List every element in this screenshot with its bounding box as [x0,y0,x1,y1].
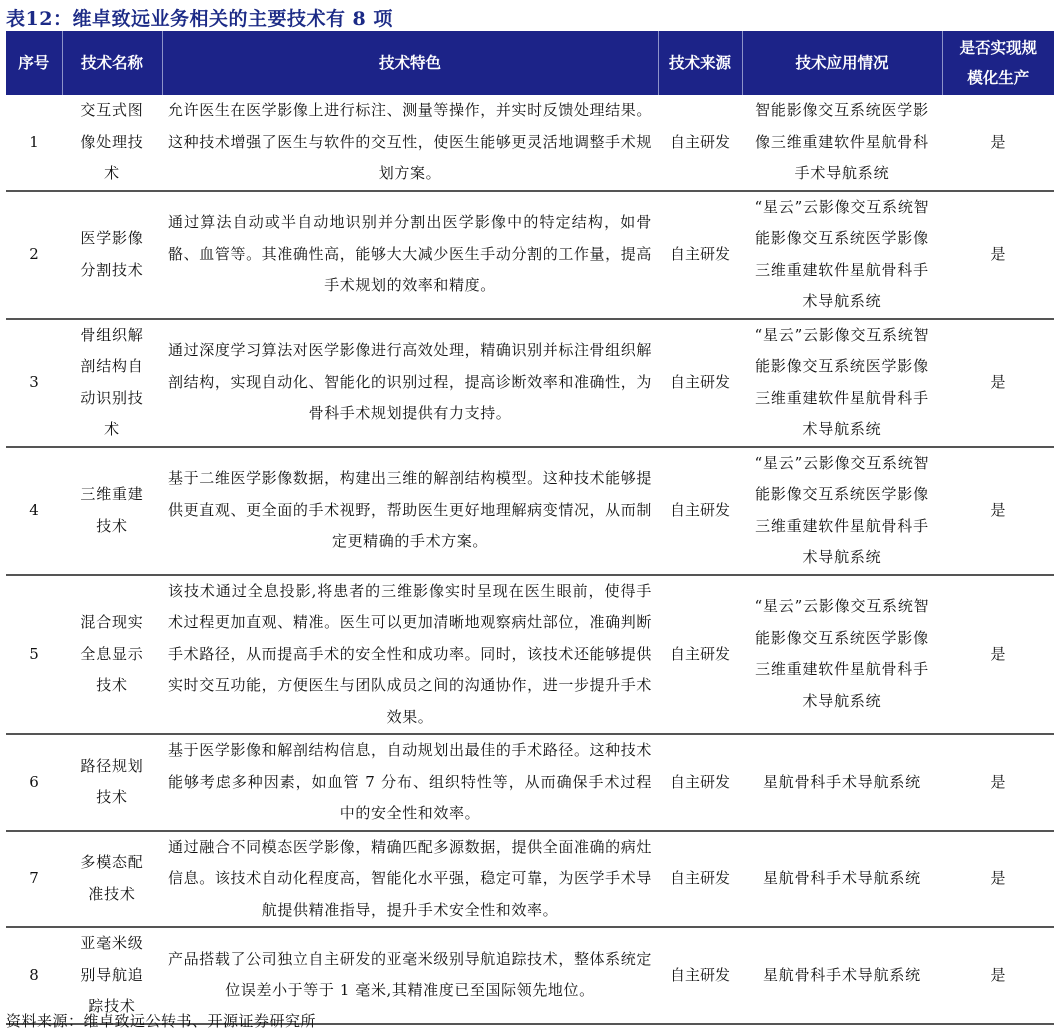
tech-application: “星云”云影像交互系统智能影像交互系统医学影像三维重建软件星航骨科手术导航系统 [742,319,942,447]
header-desc: 技术特色 [162,31,658,95]
mass-production: 是 [942,191,1054,319]
tech-description: 基于医学影像和解剖结构信息，自动规划出最佳的手术路径。这种技术能够考虑多种因素，如血管 7 分布、组织特性等，从而确保手术过程中的安全性和效率。 [162,734,658,831]
row-number: 8 [6,927,62,1024]
mass-production: 是 [942,927,1054,1024]
header-row [6,31,1054,95]
mass-production: 是 [942,831,1054,928]
table-row [6,319,1054,447]
table-row [6,575,1054,735]
table-row [6,734,1054,831]
header-app: 技术应用情况 [742,31,942,95]
tech-source: 自主研发 [658,927,742,1024]
tech-description: 通过算法自动或半自动地识别并分割出医学影像中的特定结构，如骨骼、血管等。其准确性高，能够大大减少医生手动分割的工作量，提高手术规划的效率和精度。 [162,191,658,319]
tech-name: 骨组织解剖结构自动识别技术 [62,319,162,447]
table-row [6,191,1054,319]
header-source: 技术来源 [658,31,742,95]
row-number: 7 [6,831,62,928]
tech-source: 自主研发 [658,191,742,319]
row-number: 4 [6,447,62,575]
tech-name: 多模态配准技术 [62,831,162,928]
row-number: 2 [6,191,62,319]
tech-name: 亚毫米级别导航追踪技术 [62,927,162,1024]
tech-name: 医学影像分割技术 [62,191,162,319]
table-row [6,831,1054,928]
mass-production: 是 [942,95,1054,191]
tech-source: 自主研发 [658,734,742,831]
tech-application: 星航骨科手术导航系统 [742,831,942,928]
header-mass: 是否实现规模化生产 [942,31,1054,95]
header-name: 技术名称 [62,31,162,95]
row-number: 6 [6,734,62,831]
row-number: 5 [6,575,62,735]
tech-description: 产品搭载了公司独立自主研发的亚毫米级别导航追踪技术，整体系统定位误差小于等于 1 毫米,其精准度已至国际领先地位。 [162,927,658,1024]
tech-name: 交互式图像处理技术 [62,95,162,191]
tech-description: 通过融合不同模态医学影像，精确匹配多源数据，提供全面准确的病灶信息。该技术自动化程度高，智能化水平强，稳定可靠，为医学手术导航提供精准指导，提升手术安全性和效率。 [162,831,658,928]
header-no: 序号 [6,31,62,95]
tech-name: 三维重建技术 [62,447,162,575]
mass-production: 是 [942,734,1054,831]
tech-description: 允许医生在医学影像上进行标注、测量等操作，并实时反馈处理结果。这种技术增强了医生与软件的交互性，使医生能够更灵活地调整手术规划方案。 [162,95,658,191]
tech-description: 通过深度学习算法对医学影像进行高效处理，精确识别并标注骨组织解剖结构，实现自动化、智能化的识别过程，提高诊断效率和准确性，为骨科手术规划提供有力支持。 [162,319,658,447]
tech-source: 自主研发 [658,831,742,928]
mass-production: 是 [942,447,1054,575]
mass-production: 是 [942,575,1054,735]
row-number: 1 [6,95,62,191]
row-number: 3 [6,319,62,447]
tech-application: 智能影像交互系统医学影像三维重建软件星航骨科手术导航系统 [742,95,942,191]
tech-source: 自主研发 [658,319,742,447]
source-note: 资料来源：维卓致远公转书、开源证券研究所 [6,1012,317,1030]
tech-table [6,31,1054,1025]
table-row [6,95,1054,191]
tech-source: 自主研发 [658,95,742,191]
table-row [6,447,1054,575]
tech-source: 自主研发 [658,575,742,735]
tech-application: “星云”云影像交互系统智能影像交互系统医学影像三维重建软件星航骨科手术导航系统 [742,447,942,575]
tech-description: 基于二维医学影像数据，构建出三维的解剖结构模型。这种技术能够提供更直观、更全面的手术视野，帮助医生更好地理解病变情况，从而制定更精确的手术方案。 [162,447,658,575]
tech-application: “星云”云影像交互系统智能影像交互系统医学影像三维重建软件星航骨科手术导航系统 [742,575,942,735]
tech-name: 路径规划技术 [62,734,162,831]
tech-application: “星云”云影像交互系统智能影像交互系统医学影像三维重建软件星航骨科手术导航系统 [742,191,942,319]
mass-production: 是 [942,319,1054,447]
tech-name: 混合现实全息显示技术 [62,575,162,735]
tech-source: 自主研发 [658,447,742,575]
table-title: 表12：维卓致远业务相关的主要技术有 8 项 [6,8,393,30]
tech-description: 该技术通过全息投影,将患者的三维影像实时呈现在医生眼前，使得手术过程更加直观、精准。医生可以更加清晰地观察病灶部位，准确判断手术路径，从而提高手术的安全性和成功率。同时，该技术还能够提供实时交互功能，方便医生与团队成员之间的沟通协作，进一步提升手术效果。 [162,575,658,735]
tech-application: 星航骨科手术导航系统 [742,927,942,1024]
tech-application: 星航骨科手术导航系统 [742,734,942,831]
